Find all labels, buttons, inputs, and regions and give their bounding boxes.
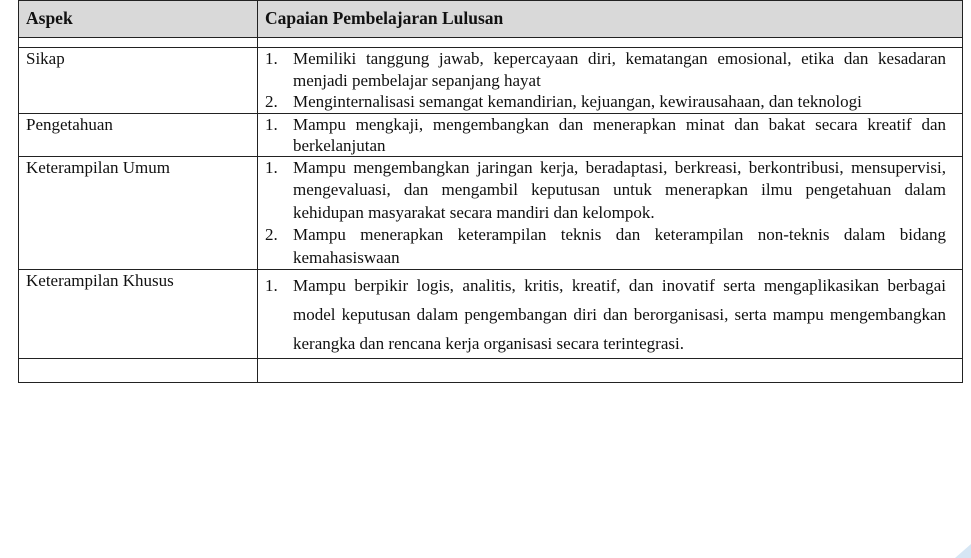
list-item	[265, 224, 946, 269]
outcome-list	[265, 48, 946, 113]
list-item	[265, 91, 946, 113]
list-item-text: Mampu menerapkan keterampilan teknis dan keterampilan non-teknis dalam bidang kemahasiswaan	[293, 225, 946, 267]
outcome-cell	[258, 113, 963, 156]
list-item-text: Mampu mengkaji, mengembangkan dan menerapkan minat dan bakat secara kreatif dan berkelanjutan	[293, 114, 946, 155]
aspect-cell: Keterampilan Umum	[19, 156, 258, 270]
table-row	[19, 48, 963, 114]
table-row	[19, 270, 963, 359]
outcome-list	[265, 114, 946, 156]
table-header-row	[19, 1, 963, 38]
list-item	[265, 271, 946, 358]
outcome-list	[265, 157, 946, 270]
list-item-text: Menginternalisasi semangat kemandirian, kejuangan, kewirausahaan, dan teknologi	[293, 92, 862, 111]
list-item-number: 1.	[265, 157, 278, 177]
list-item-number: 2.	[265, 225, 278, 244]
list-item-text: Memiliki tanggung jawab, kepercayaan diri, kematangan emosional, etika dan kesadaran menjadi pembelajar sepanjang hayat	[293, 49, 946, 90]
list-item-number: 1.	[265, 114, 278, 134]
outcome-cell	[258, 156, 963, 270]
outcome-list	[265, 271, 946, 358]
spacer-cell	[258, 359, 963, 383]
header-spacer-row	[19, 38, 963, 48]
page-corner-mark	[953, 544, 971, 558]
table-row	[19, 113, 963, 156]
aspect-cell: Sikap	[19, 48, 258, 114]
list-item-text: Mampu mengembangkan jaringan kerja, beradaptasi, berkreasi, berkontribusi, mensupervisi, mengevaluasi, dan mengambil keputusan untuk menerapkan ilmu pengetahuan dalam kehidupan masyarakat secara mandiri dan kelompok.	[293, 157, 946, 222]
list-item	[265, 48, 946, 91]
spacer-cell	[19, 38, 258, 48]
header-outcome: Capaian Pembelajaran Lulusan	[258, 1, 963, 38]
spacer-cell	[258, 38, 963, 48]
list-item-text: Mampu berpikir logis, analitis, kritis, kreatif, dan inovatif serta mengaplikasikan berbagai model keputusan dalam pengembangan diri dan berorganisasi, serta mampu mengembangkan kerangka dan rencana kerja organisasi secara terintegrasi.	[293, 276, 946, 353]
spacer-cell	[19, 359, 258, 383]
outcome-cell	[258, 48, 963, 114]
list-item-number: 1.	[265, 276, 278, 295]
list-item-number: 1.	[265, 49, 278, 68]
list-item	[265, 114, 946, 156]
table-row	[19, 156, 963, 270]
list-item	[265, 157, 946, 225]
learning-outcomes-table	[18, 0, 963, 383]
aspect-cell: Pengetahuan	[19, 113, 258, 156]
table-bottom-row	[19, 359, 963, 383]
list-item-number: 2.	[265, 92, 278, 111]
header-aspect: Aspek	[19, 1, 258, 38]
outcome-cell	[258, 270, 963, 359]
aspect-cell: Keterampilan Khusus	[19, 270, 258, 359]
